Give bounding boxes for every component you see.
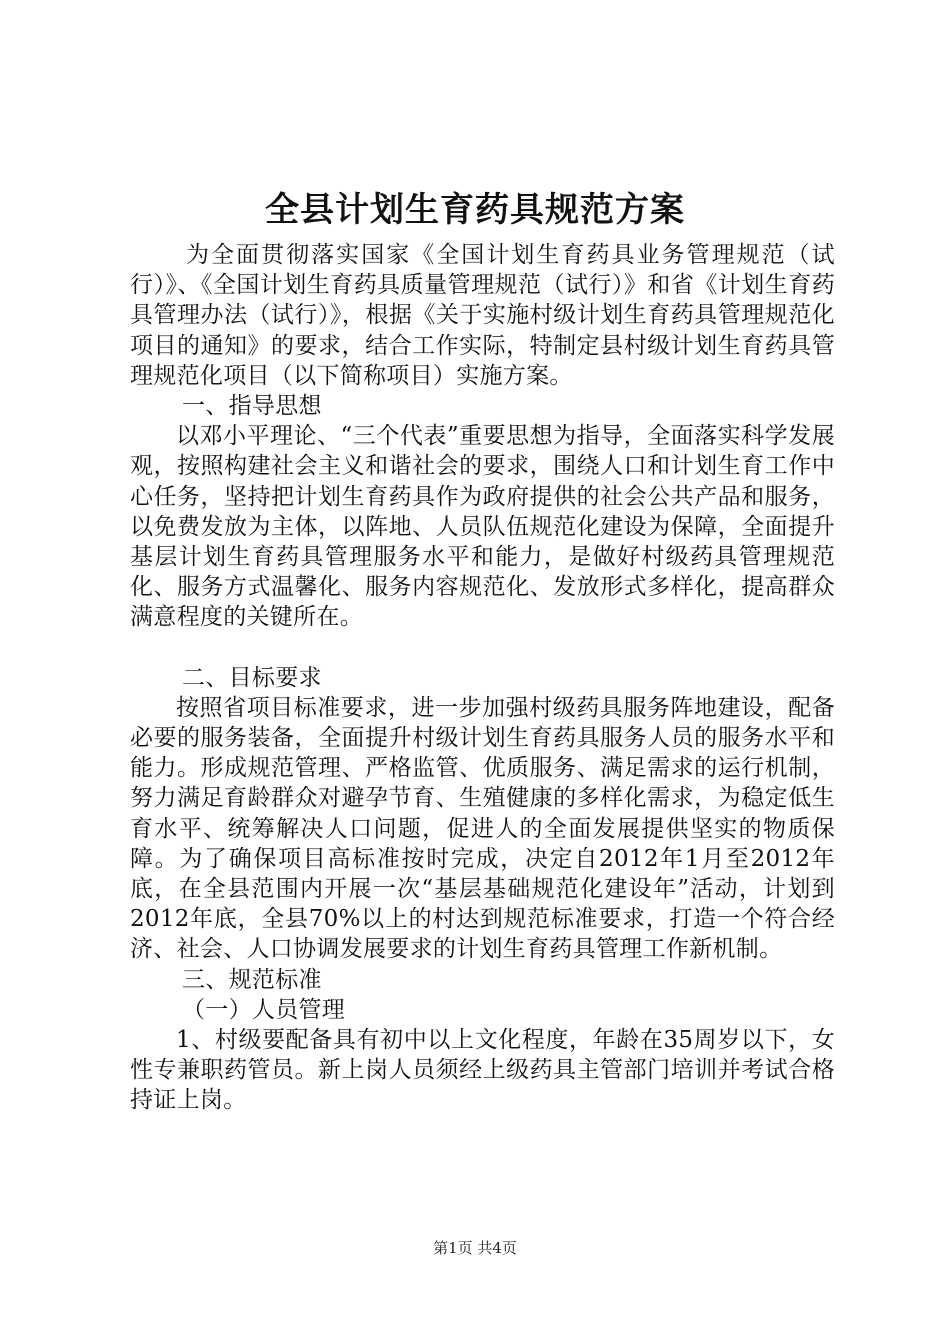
paragraph-spacer <box>130 633 835 663</box>
section-heading-goals: 二、目标要求 <box>182 664 322 691</box>
goals-paragraph: 按照省项目标准要求，进一步加强村级药具服务阵地建设，配备必要的服务装备，全面提升村级计划生育药具服务人员的服务水平和能力。形成规范管理、严格监管、优质服务、满足需求的运行机制，努力满足育龄群众对避孕节育、生殖健康的多样化需求，为稳定低生育水平、统筹解决人口问题，促进人的全面发展提供坚实的物质保障。为了确保项目高标准按时完成，决定自2012年1月至2012年底，在全县范围内开展一次“基层基础规范化建设年”活动，计划到2012年底，全县70%以上的村达到规范标准要求，打造一个符合经济、社会、人口协调发展要求的计划生育药具管理工作新机制。 <box>130 694 835 963</box>
guiding-ideology-paragraph: 以邓小平理论、“三个代表”重要思想为指导，全面落实科学发展观，按照构建社会主义和谐社会的要求，围绕人口和计划生育工作中心任务，坚持把计划生育药具作为政府提供的社会公共产品和服务，以免费发放为主体，以阵地、人员队伍规范化建设为保障，全面提升基层计划生育药具管理服务水平和能力，是做好村级药具管理规范化、服务方式温馨化、服务内容规范化、发放形式多样化，提高群众满意程度的关键所在。 <box>130 423 835 631</box>
section-heading-standards: 三、规范标准 <box>182 966 322 993</box>
section-heading-guiding-ideology: 一、指导思想 <box>182 393 322 420</box>
document-body <box>130 240 835 1116</box>
intro-paragraph: 为全面贯彻落实国家《全国计划生育药具业务管理规范（试行）》、《全国计划生育药具质量管理规范（试行）》和省《计划生育药具管理办法（试行）》，根据《关于实施村级计划生育药具管理规范化项目的通知》的要求，结合工作实际，特制定县村级计划生育药具管理规范化项目（以下简称项目）实施方案。 <box>130 242 835 389</box>
subsection-heading-personnel: （一）人员管理 <box>182 996 346 1023</box>
document-title: 全县计划生育药具规范方案 <box>265 190 685 230</box>
page-footer: 第1页 共4页 <box>433 1239 517 1257</box>
personnel-paragraph: 1、村级要配备具有初中以上文化程度，年龄在35周岁以下，女性专兼职药管员。新上岗人员须经上级药具主管部门培训并考试合格持证上岗。 <box>130 1027 835 1114</box>
